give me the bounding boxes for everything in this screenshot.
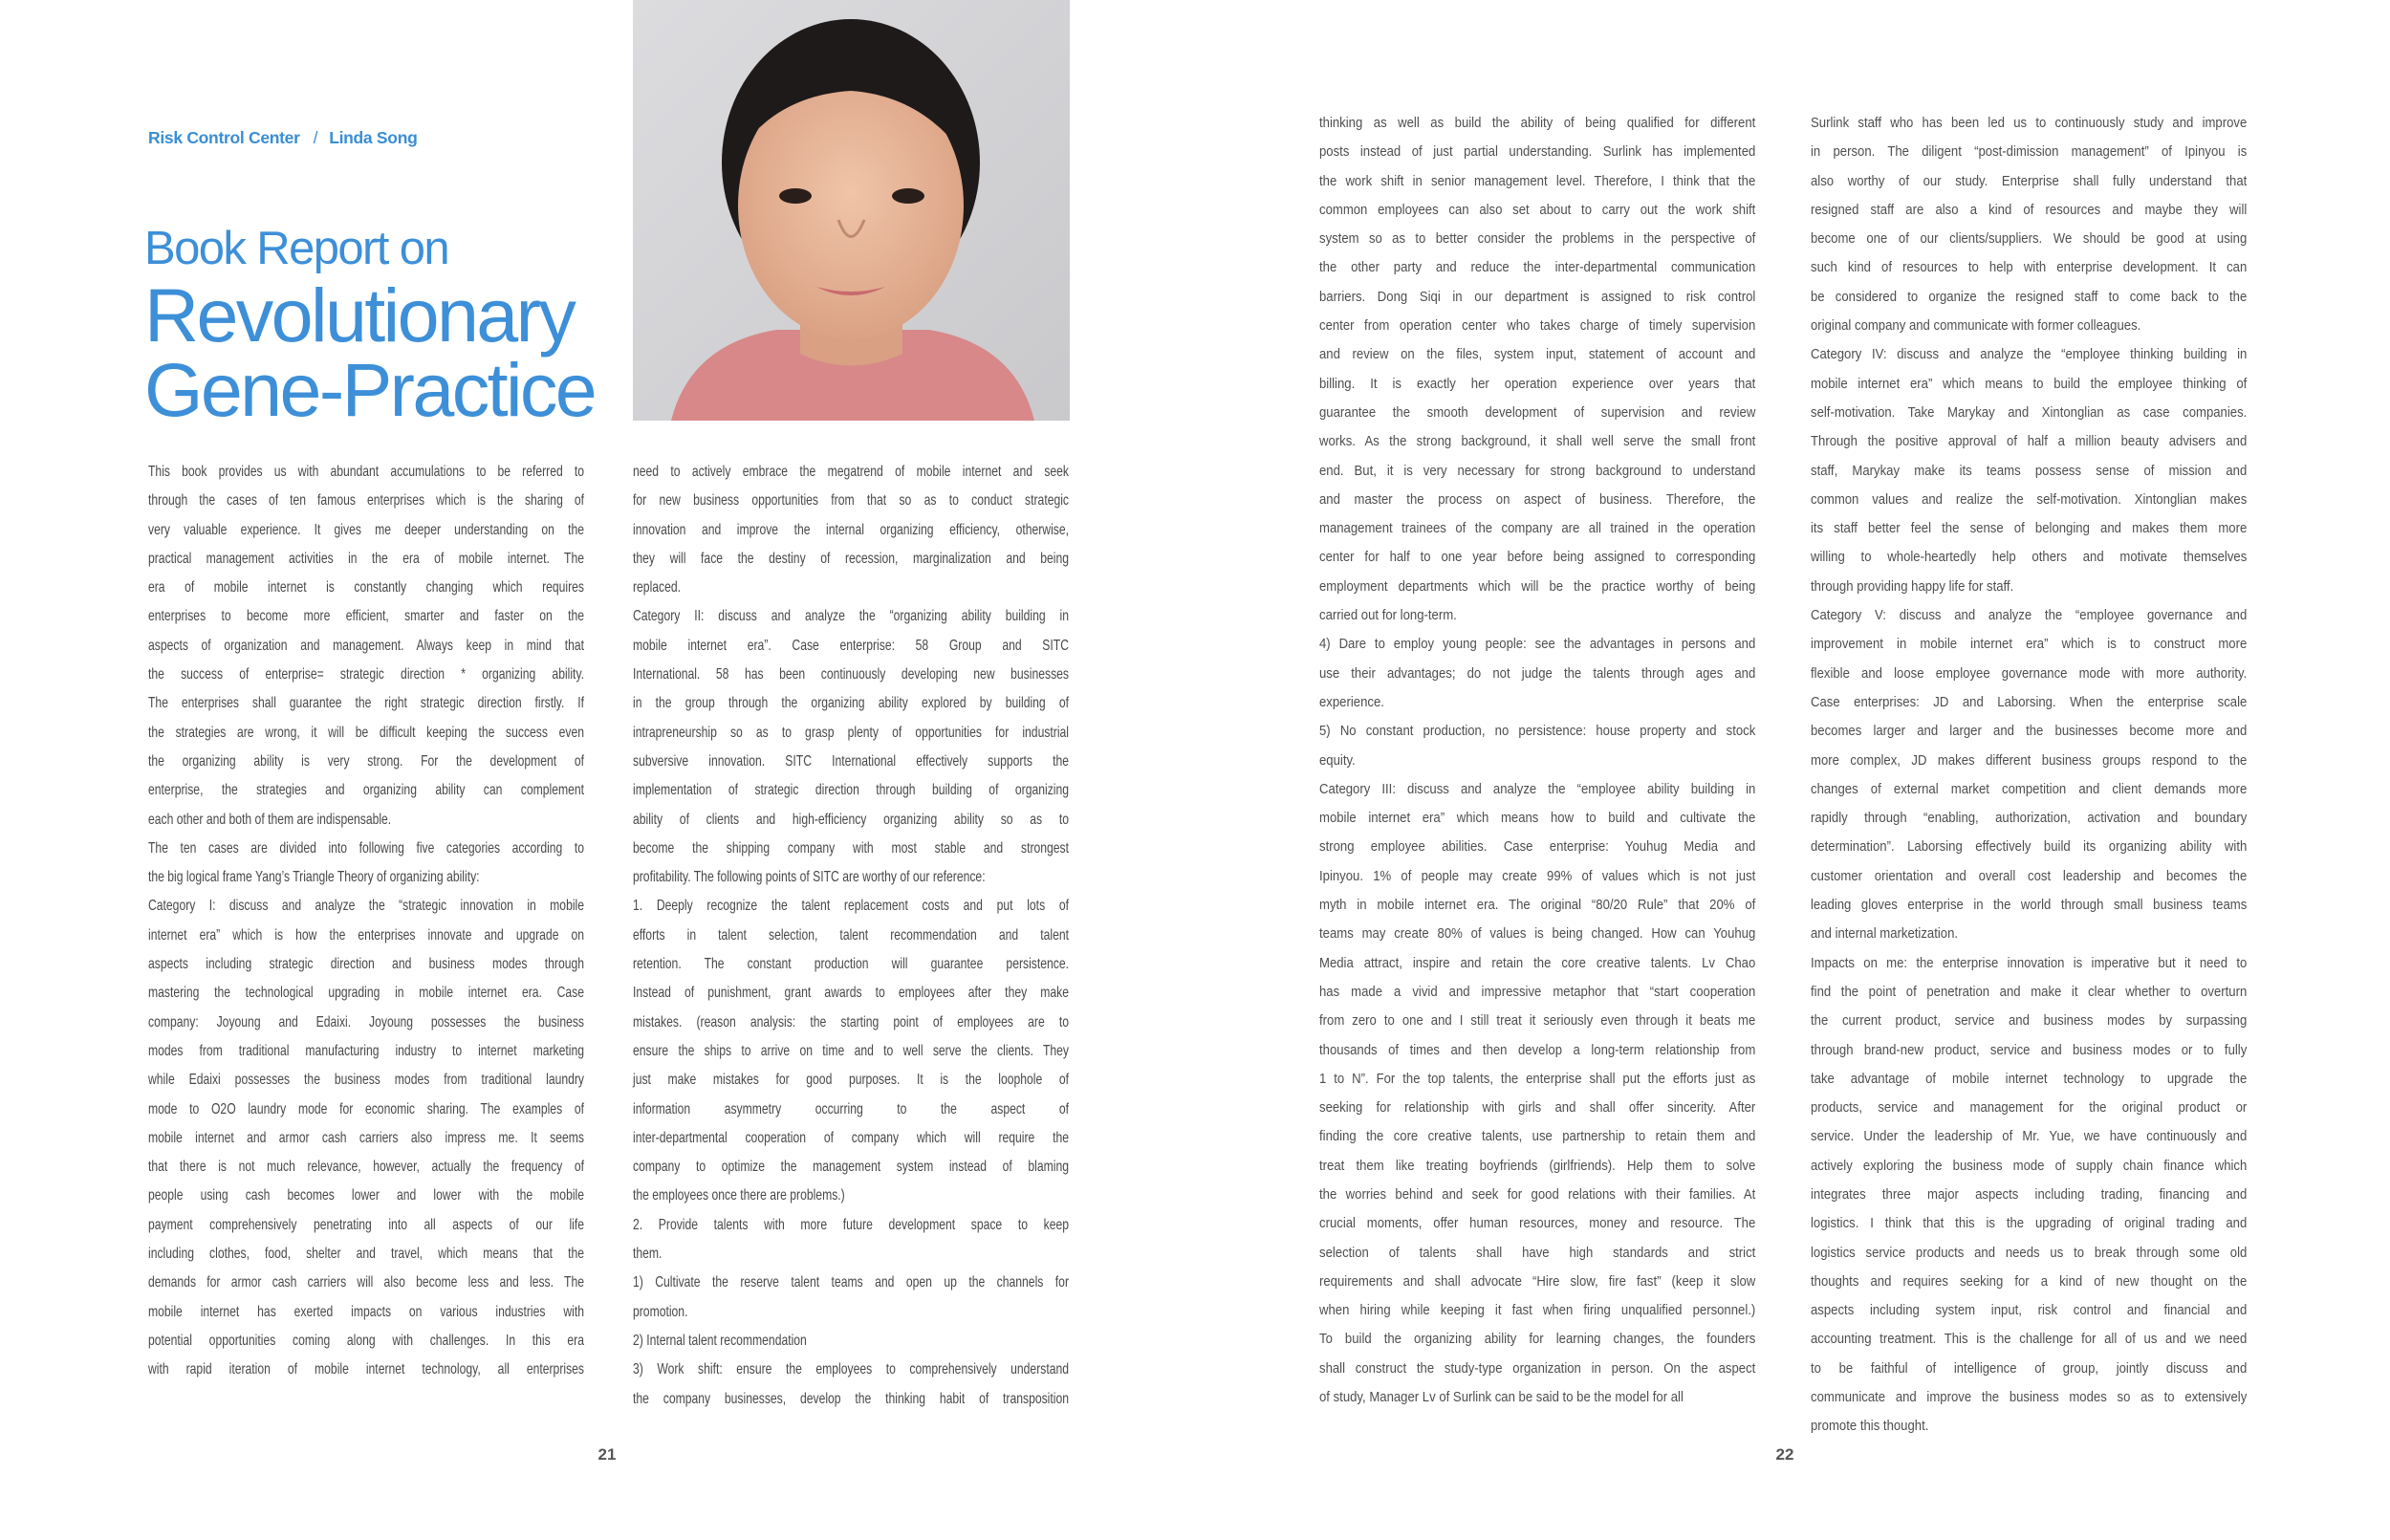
text-line: ability of clients and high-efficiency organizing ability so as to: [633, 811, 1069, 828]
text-line: becomes larger and larger and the businesses become more and: [1811, 724, 2248, 740]
text-line: logistics service products and needs us to break through some old: [1811, 1245, 2248, 1261]
text-line: the organizing ability is very strong. For the development of: [148, 752, 584, 770]
text-line: need to actively embrace the megatrend of mobile internet and seek: [633, 464, 1069, 480]
text-line: the company businesses, develop the thinking habit of transposition: [633, 1390, 1069, 1407]
text-line: 4) Dare to employ young people: see the advantages in persons and: [1319, 637, 1756, 653]
text-line: demands for armor cash carriers will also become less and less. The: [148, 1274, 584, 1291]
text-line: center from operation center who takes charge of timely supervision: [1319, 318, 1756, 335]
text-line: 1. Deeply recognize the talent replacement costs and put lots of: [633, 898, 1069, 915]
text-line: Case enterprises: JD and Laborsing. When the enterprise scale: [1811, 694, 2248, 710]
article-byline: [148, 128, 417, 148]
text-line: staff, Marykay make its teams possess sense of mission and: [1811, 463, 2248, 479]
text-line: mode to O2O laundry mode for economic sharing. The examples of: [148, 1100, 584, 1117]
paragraph: [148, 892, 584, 1384]
text-line: crucial moments, offer human resources, money and resource. The: [1319, 1216, 1756, 1232]
text-line: integrates three major aspects including trading, financing and: [1811, 1186, 2248, 1203]
text-line: them.: [633, 1246, 663, 1263]
text-line: and internal marketization.: [1811, 926, 1959, 943]
text-line: mistakes. (reason analysis: the starting point of employees are to: [633, 1013, 1069, 1030]
text-line: profitability. The following points of SITC are worthy of our reference:: [633, 869, 986, 886]
text-line: seeking for relationship with girls and shall offer sincerity. After: [1319, 1100, 1756, 1117]
author-name: Linda Song: [329, 128, 418, 147]
text-line: common employees can also set about to carry out the work shift: [1319, 202, 1756, 218]
text-line: selection of talents shall have high standards and strict: [1319, 1245, 1756, 1261]
text-line: willing to whole-heartedly help others and motivate themselves: [1811, 550, 2248, 566]
text-line: subversive innovation. SITC International effectively supports the: [633, 752, 1069, 770]
paragraph: [1811, 109, 2247, 340]
text-line: flexible and loose employee governance mode with more authority.: [1811, 665, 2248, 682]
text-line: modes from traditional manufacturing industry to internet marketing: [148, 1042, 584, 1059]
text-line: system so as to better consider the problems in the perspective of: [1319, 231, 1756, 248]
text-line: enterprise, the strategies and organizing ability can complement: [148, 782, 584, 799]
text-line: 5) No constant production, no persistence: house property and stock: [1319, 724, 1756, 740]
text-line: center for half to one year before being assigned to corresponding: [1319, 550, 1756, 566]
text-line: promotion.: [633, 1303, 688, 1320]
text-line: International. 58 has been continuously developing new businesses: [633, 666, 1069, 683]
text-line: intrapreneurship so as to grasp plenty of opportunities for industrial: [633, 724, 1069, 741]
text-line: posts instead of just partial understanding. Surlink has implemented: [1319, 144, 1756, 161]
text-line: customer orientation and overall cost leadership and becomes the: [1811, 868, 2248, 884]
text-line: while Edaixi possesses the business modes from traditional laundry: [148, 1072, 584, 1089]
text-line: company: Joyoung and Edaixi. Joyoung possesses the business: [148, 1013, 584, 1030]
paragraph: [1811, 949, 2247, 1442]
paragraph: [633, 1211, 1069, 1269]
text-line: they will face the destiny of recession, marginalization and being: [633, 550, 1069, 567]
text-line: leading gloves enterprise in the world through small business teams: [1811, 898, 2248, 914]
text-line: 2) Internal talent recommendation: [633, 1332, 807, 1349]
text-line: for new business opportunities from that so as to conduct strategic: [633, 492, 1069, 510]
text-line: Category III: discuss and analyze the “employee ability building in: [1319, 781, 1756, 797]
text-line: self-motivation. Take Marykay and Xintonglian as case companies.: [1811, 404, 2248, 421]
text-line: from zero to one and I still treat it seriously even through it beats me: [1319, 1013, 1756, 1030]
text-line: 2. Provide talents with more future development space to keep: [633, 1216, 1069, 1233]
text-line: thoughts and requires seeking for a kind of new thought on the: [1811, 1273, 2248, 1290]
text-line: end. But, it is very necessary for strong background to understand: [1319, 463, 1756, 479]
department-label: Risk Control Center: [148, 128, 300, 147]
text-line: Category II: discuss and analyze the “organizing ability building in: [633, 608, 1069, 625]
text-line: products, service and management for the original product or: [1811, 1100, 2248, 1117]
text-line: use their advantages; do not judge the talents through ages and: [1319, 665, 1756, 682]
text-line: the employees once there are problems.): [633, 1187, 845, 1204]
byline-separator: /: [313, 128, 318, 147]
text-line: when hiring while keeping it fast when firing unqualified personnel.): [1319, 1303, 1756, 1319]
text-line: billing. It is exactly her operation experience over years that: [1319, 376, 1756, 392]
text-line: barriers. Dong Siqi in our department is assigned to risk control: [1319, 289, 1756, 305]
column-2: [633, 458, 1069, 1414]
text-line: guarantee the smooth development of supervision and review: [1319, 404, 1756, 421]
text-line: Instead of punishment, grant awards to employees after they make: [633, 985, 1069, 1002]
text-line: find the point of penetration and make it clear whether to overturn: [1811, 984, 2248, 1000]
text-line: company to optimize the management system instead of blaming: [633, 1159, 1069, 1176]
text-line: in person. The diligent “post-dimission management” of Ipinyou is: [1811, 144, 2248, 161]
text-line: 1) Cultivate the reserve talent teams and open up the channels for: [633, 1274, 1069, 1291]
text-line: equity.: [1319, 752, 1356, 769]
text-line: service. Under the leadership of Mr. Yue, we have continuously and: [1811, 1129, 2248, 1145]
text-line: internet era” which is how the enterprises innovate and upgrade on: [148, 926, 584, 944]
text-line: and master the process on aspect of business. Therefore, the: [1319, 491, 1756, 508]
column-4: [1811, 109, 2247, 1442]
text-line: aspects of organization and management. Always keep in mind that: [148, 637, 584, 654]
text-line: management trainees of the company are all trained in the operation: [1319, 521, 1756, 537]
paragraph: [1319, 775, 1755, 1413]
text-line: mobile internet has exerted impacts on various industries with: [148, 1303, 584, 1320]
text-line: myth in mobile internet era. The original “80/20 Rule” that 20% of: [1319, 898, 1756, 914]
paragraph: [633, 1356, 1069, 1414]
text-line: potential opportunities coming along with challenges. In this era: [148, 1332, 584, 1349]
paragraph: [1811, 340, 2247, 601]
text-line: with rapid iteration of mobile internet technology, all enterprises: [148, 1361, 584, 1378]
text-line: each other and both of them are indispensable.: [148, 811, 392, 828]
text-line: Ipinyou. 1% of people may create 99% of values which is not just: [1319, 868, 1756, 884]
text-line: 1 to N”. For the top talents, the enterprise shall put the efforts just as: [1319, 1071, 1756, 1087]
text-line: The enterprises shall guarantee the right strategic direction firstly. If: [148, 695, 584, 712]
text-line: through brand-new product, service and business modes or to fully: [1811, 1042, 2248, 1058]
paragraph: [1319, 630, 1755, 717]
text-line: replaced.: [633, 579, 682, 596]
paragraph: [1811, 601, 2247, 949]
text-line: strong employee abilities. Case enterprise: Youhug Media and: [1319, 839, 1756, 856]
text-line: thinking as well as build the ability of being qualified for different: [1319, 116, 1756, 131]
text-line: the worries behind and seek for good relations with their families. At: [1319, 1186, 1756, 1203]
text-line: common values and realize the self-motivation. Xintonglian makes: [1811, 491, 2248, 508]
text-line: resigned staff are also a kind of resources and maybe they will: [1811, 202, 2248, 218]
text-line: such kind of resources to help with enterprise development. It can: [1811, 260, 2248, 276]
text-line: 3) Work shift: ensure the employees to comprehensively understand: [633, 1361, 1069, 1378]
text-line: communicate and improve the business modes so as to extensively: [1811, 1390, 2248, 1406]
text-line: the work shift in senior management level. Therefore, I think that the: [1319, 173, 1756, 189]
paragraph: [1319, 717, 1755, 775]
page-number-right: 22: [1775, 1445, 1794, 1464]
paragraph: [633, 602, 1069, 892]
paragraph: [148, 458, 584, 835]
text-line: inter-departmental cooperation of company which will require the: [633, 1129, 1069, 1146]
text-line: the other party and reduce the inter-departmental communication: [1319, 260, 1756, 276]
text-line: of study, Manager Lv of Surlink can be said to be the model for all: [1319, 1390, 1684, 1406]
text-line: changes of external market competition and client demands more: [1811, 781, 2248, 797]
column-1: [148, 458, 584, 1385]
paragraph: [633, 1269, 1069, 1327]
text-line: efforts in talent selection, talent recommendation and talent: [633, 926, 1069, 944]
text-line: promote this thought.: [1811, 1419, 1929, 1435]
text-line: logistics. I think that this is the upgrading of original trading and: [1811, 1216, 2248, 1232]
text-line: aspects including system input, risk control and financial and: [1811, 1303, 2248, 1319]
text-line: through providing happy life for staff.: [1811, 578, 2014, 595]
text-line: mobile internet era”. Case enterprise: 58 Group and SITC: [633, 637, 1069, 654]
text-line: finding the core creative talents, use partnership to retain them and: [1319, 1129, 1756, 1145]
text-line: requirements and shall advocate “Hire slow, fire fast” (keep it slow: [1319, 1273, 1756, 1290]
text-line: through the cases of ten famous enterprises which is the sharing of: [148, 492, 584, 510]
paragraph: [633, 1327, 1069, 1356]
text-line: in the group through the organizing ability explored by building of: [633, 695, 1069, 712]
text-line: practical management activities in the era of mobile internet. The: [148, 550, 584, 567]
text-line: Category V: discuss and analyze the “employee governance and: [1811, 608, 2248, 624]
text-line: and review on the files, system input, statement of account and: [1319, 347, 1756, 363]
text-line: determination”. Laborsing effectively build its organizing ability with: [1811, 839, 2248, 856]
text-line: teams may create 80% of values is being changed. How can Youhug: [1319, 926, 1756, 943]
text-line: Through the positive approval of half a million beauty advisers and: [1811, 434, 2248, 450]
text-line: shall construct the study-type organization in person. On the aspect: [1319, 1360, 1756, 1377]
text-line: To build the organizing ability for learning changes, the founders: [1319, 1332, 1756, 1348]
text-line: its staff better feel the sense of belonging and makes them more: [1811, 521, 2248, 537]
author-portrait-photo: [633, 0, 1070, 421]
text-line: Media attract, inspire and retain the core creative talents. Lv Chao: [1319, 955, 1756, 971]
paragraph: [633, 458, 1069, 602]
text-line: accounting treatment. This is the challenge for all of us and we need: [1811, 1332, 2248, 1348]
text-line: to be faithful of intelligence of group, jointly discuss and: [1811, 1360, 2248, 1377]
text-line: payment comprehensively penetrating into all aspects of our life: [148, 1216, 584, 1233]
text-line: that there is not much relevance, however, actually the frequency of: [148, 1159, 584, 1176]
text-line: has made a vivid and impressive metaphor that “start cooperation: [1319, 984, 1756, 1000]
text-line: enterprises to become more efficient, smarter and faster on the: [148, 608, 584, 625]
paragraph: [633, 892, 1069, 1210]
text-line: era of mobile internet is constantly changing which requires: [148, 579, 584, 596]
text-line: works. As the strong background, it shall well serve the small front: [1319, 434, 1756, 450]
text-line: thousands of times and then develop a long-term relationship from: [1319, 1042, 1756, 1058]
column-3: [1319, 109, 1755, 1412]
text-line: original company and communicate with former colleagues.: [1811, 318, 2141, 335]
page-number-left: 21: [598, 1445, 617, 1464]
title-line-3: Gene-Practice: [144, 347, 596, 432]
text-line: the success of enterprise= strategic direction * organizing ability.: [148, 666, 584, 683]
text-line: Impacts on me: the enterprise innovation is imperative but it need to: [1811, 955, 2248, 971]
paragraph: [1319, 109, 1755, 630]
text-line: including clothes, food, shelter and travel, which means that the: [148, 1246, 584, 1263]
text-line: rapidly through “enabling, authorization, activation and boundary: [1811, 811, 2248, 827]
text-line: retention. The constant production will guarantee persistence.: [633, 956, 1069, 973]
text-line: mobile internet era” which means how to build and cultivate the: [1319, 811, 1756, 827]
text-line: experience.: [1319, 694, 1384, 710]
text-line: people using cash becomes lower and lower with the mobile: [148, 1187, 584, 1204]
text-line: take advantage of mobile internet technology to upgrade the: [1811, 1071, 2248, 1087]
text-line: Surlink staff who has been led us to continuously study and improve: [1811, 116, 2248, 131]
text-line: become one of our clients/suppliers. We should be good at using: [1811, 231, 2248, 248]
text-line: improvement in mobile internet era” which is to construct more: [1811, 637, 2248, 653]
title-line-1: Book Report on: [144, 223, 449, 274]
text-line: carried out for long-term.: [1319, 608, 1457, 624]
text-line: aspects including strategic direction and business modes through: [148, 956, 584, 973]
text-line: information asymmetry occurring to the aspect of: [633, 1100, 1069, 1117]
text-line: also worthy of our study. Enterprise shall fully understand that: [1811, 173, 2248, 189]
text-line: ensure the ships to arrive on time and to well serve the clients. They: [633, 1042, 1069, 1059]
text-line: Category I: discuss and analyze the “strategic innovation in mobile: [148, 898, 584, 915]
title-line-2: Revolutionary: [144, 272, 575, 358]
text-line: mastering the technological upgrading in mobile internet era. Case: [148, 985, 584, 1002]
text-line: actively exploring the business mode of supply chain finance which: [1811, 1158, 2248, 1174]
text-line: the big logical frame Yang’s Triangle Theory of organizing ability:: [148, 869, 480, 886]
text-line: innovation and improve the internal organizing efficiency, otherwise,: [633, 521, 1069, 538]
text-line: The ten cases are divided into following five categories according to: [148, 839, 584, 857]
text-line: be considered to organize the resigned staff to come back to the: [1811, 289, 2248, 305]
text-line: become the shipping company with most stable and strongest: [633, 839, 1069, 857]
text-line: Category IV: discuss and analyze the “employee thinking building in: [1811, 347, 2248, 363]
text-line: the strategies are wrong, it will be difficult keeping the success even: [148, 724, 584, 741]
text-line: the current product, service and business modes by surpassing: [1811, 1013, 2248, 1030]
text-line: more complex, JD makes different business groups respond to the: [1811, 752, 2248, 769]
text-line: employment departments which will be the practice worthy of being: [1319, 578, 1756, 595]
text-line: very valuable experience. It gives me deeper understanding on the: [148, 521, 584, 538]
text-line: mobile internet and armor cash carriers also impress me. It seems: [148, 1129, 584, 1146]
text-line: implementation of strategic direction through building of organizing: [633, 782, 1069, 799]
text-line: treat them like treating boyfriends (girlfriends). Help them to solve: [1319, 1158, 1756, 1174]
text-line: This book provides us with abundant accumulations to be referred to: [148, 464, 584, 480]
text-line: just make mistakes for good purposes. It is the loophole of: [633, 1072, 1069, 1089]
text-line: mobile internet era” which means to build the employee thinking of: [1811, 376, 2248, 392]
paragraph: [148, 835, 584, 893]
